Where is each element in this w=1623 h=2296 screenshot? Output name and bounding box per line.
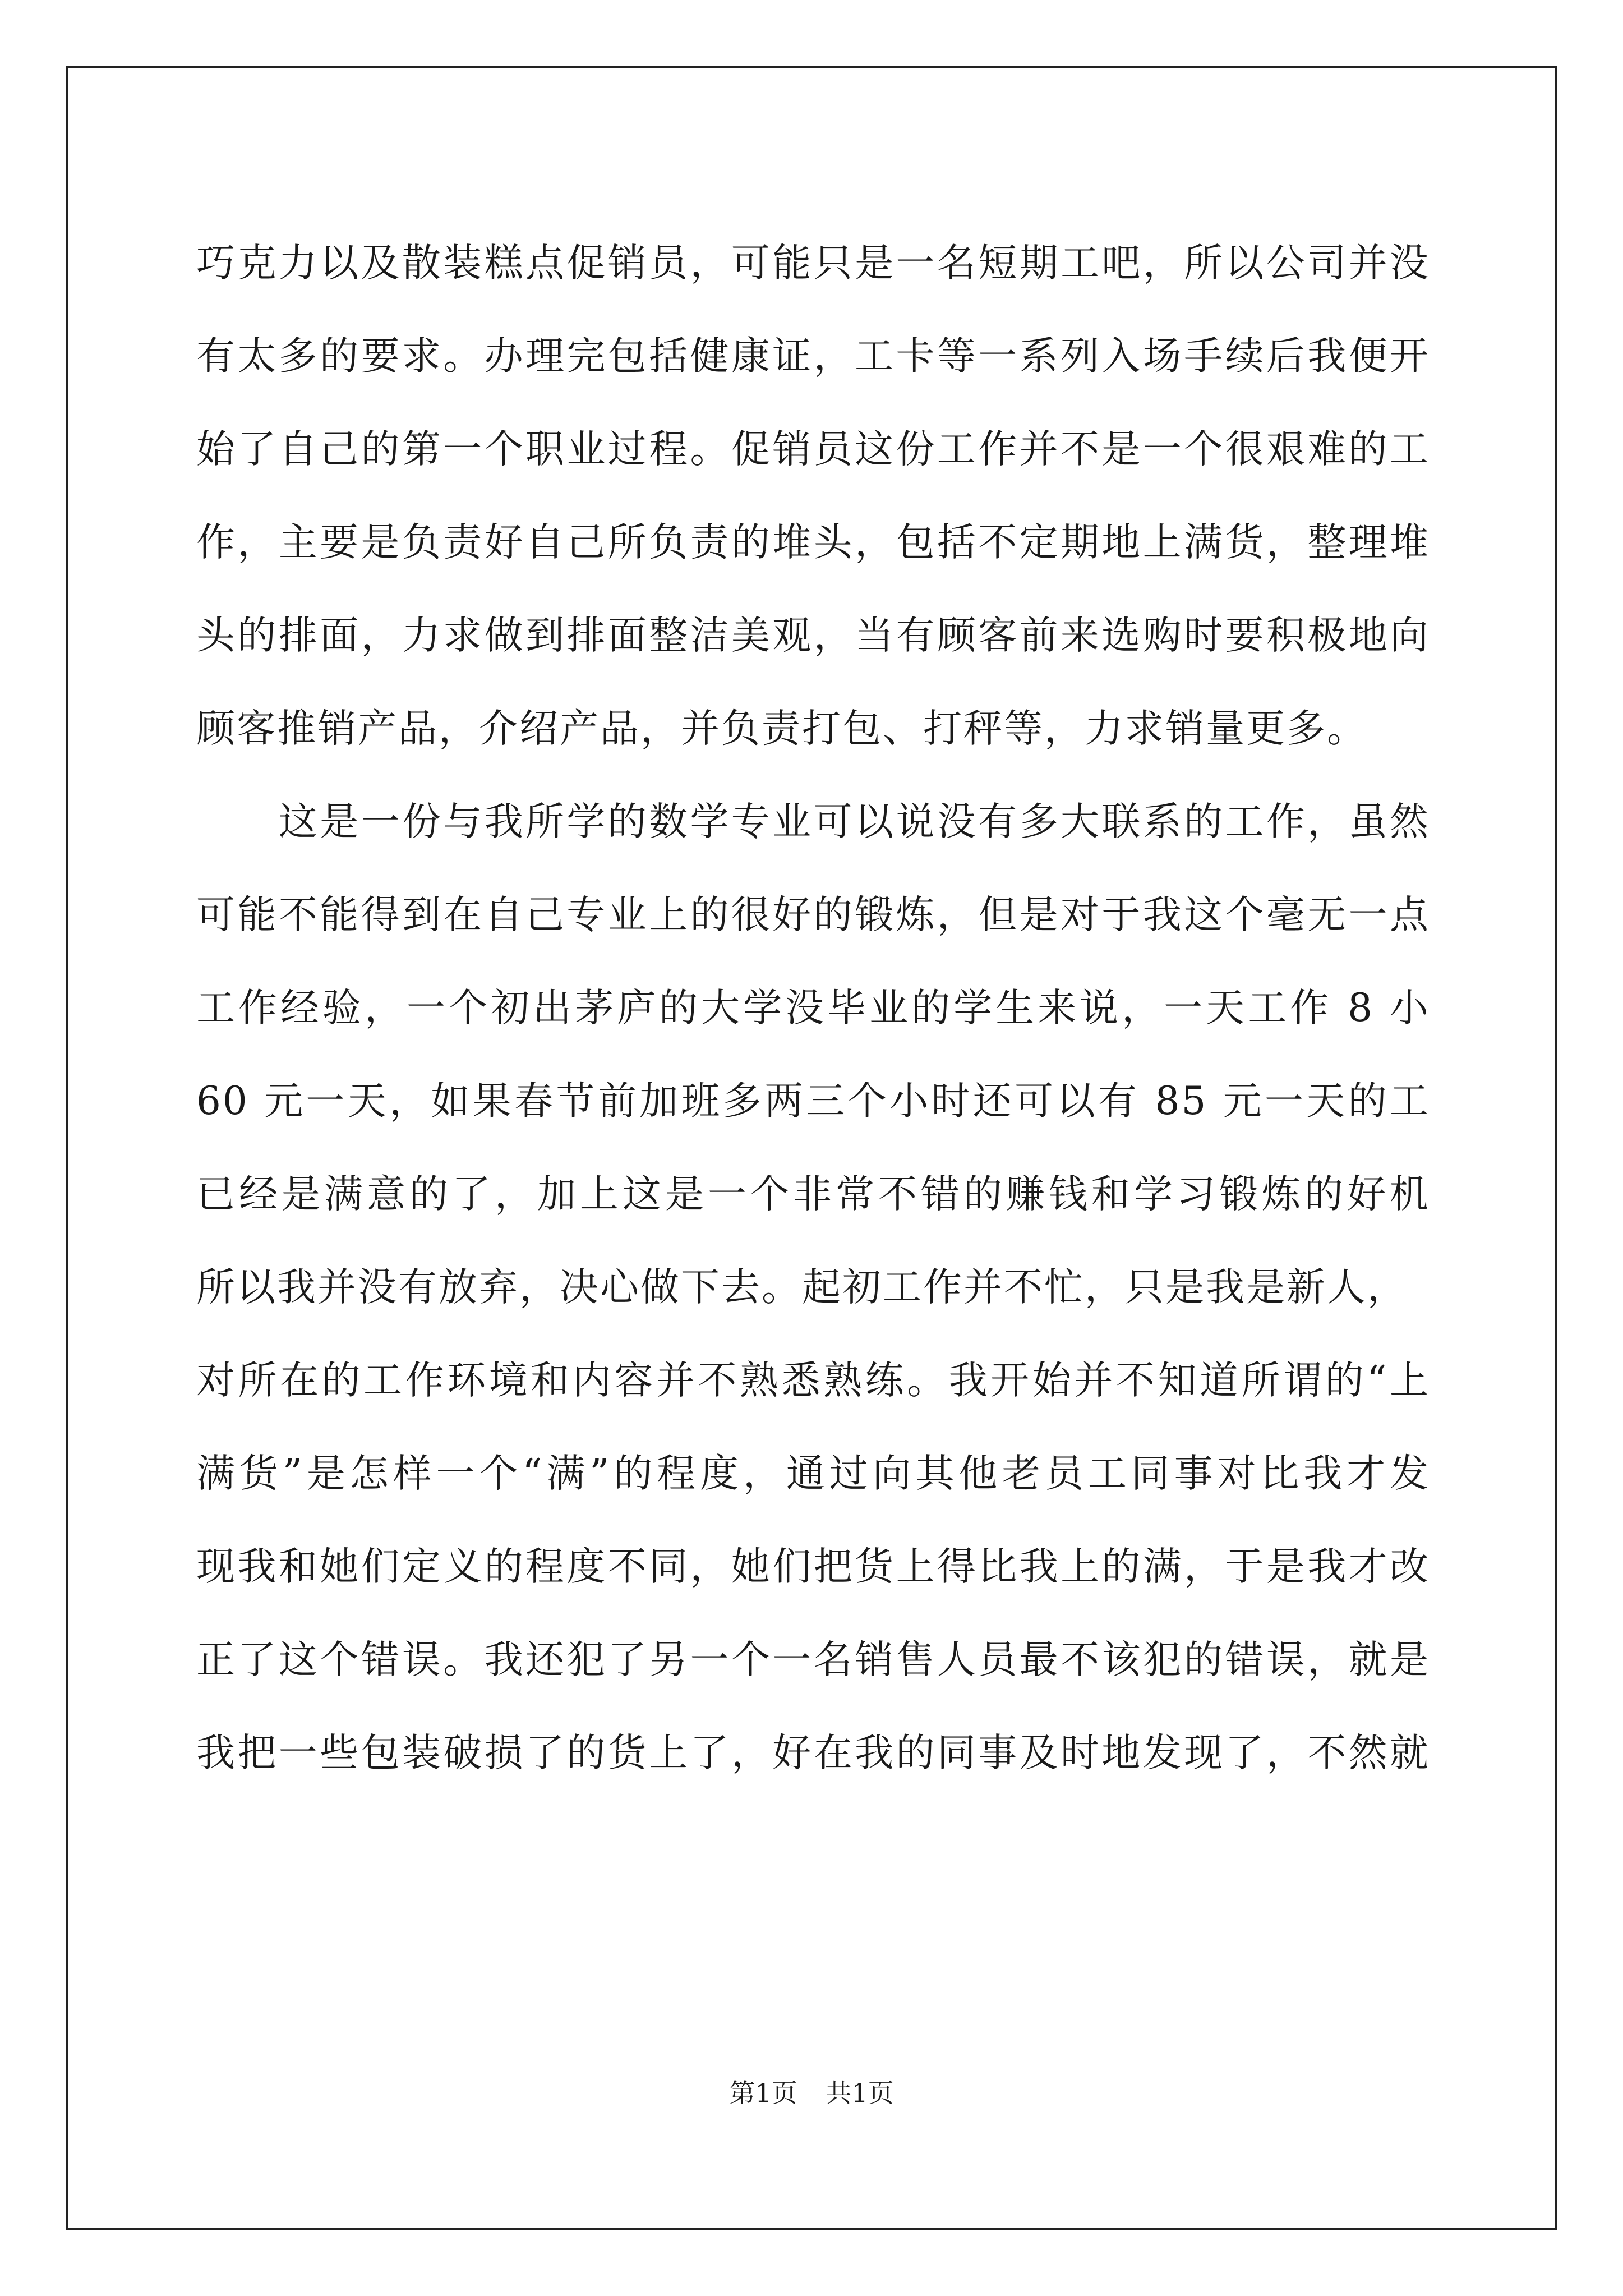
text-line: 顾客推销产品，介绍产品，并负责打包、打秤等，力求销量更多。 — [196, 706, 1367, 751]
text-line: 可能不能得到在自己专业上的很好的锻炼，但是对于我这个毫无一点 — [196, 892, 1430, 937]
text-line: 正了这个错误。我还犯了另一个一名销售人员最不该犯的错误，就是 — [196, 1637, 1430, 1682]
text-line: 始了自己的第一个职业过程。促销员这份工作并不是一个很艰难的工 — [196, 427, 1430, 472]
page-total: 共1页 — [826, 2078, 894, 2108]
text-line: 已经是满意的了，加上这是一个非常不错的赚钱和学习锻炼的好机 — [196, 1172, 1430, 1217]
text-line: 巧克力以及散装糕点促销员，可能只是一名短期工吧，所以公司并没 — [196, 241, 1430, 286]
page-footer — [0, 2073, 1623, 2110]
text-line: 头的排面，力求做到排面整洁美观，当有顾客前来选购时要积极地向 — [196, 613, 1430, 658]
text-line: 有太多的要求。办理完包括健康证，工卡等一系列入场手续后我便开 — [196, 334, 1430, 379]
text-line: 我把一些包装破损了的货上了，好在我的同事及时地发现了，不然就 — [196, 1731, 1430, 1775]
text-line: 所以我并没有放弃，决心做下去。起初工作并不忙，只是我是新人， — [196, 1265, 1408, 1310]
document-body — [196, 217, 1430, 1800]
text-line: 作，主要是负责好自己所负责的堆头，包括不定期地上满货，整理堆 — [196, 520, 1430, 565]
text-line: 工作经验，一个初出茅庐的大学没毕业的学生来说，一天工作 8 小 — [196, 986, 1430, 1030]
text-line: 现我和她们定义的程度不同，她们把货上得比我上的满，于是我才改 — [196, 1544, 1430, 1589]
page-number: 第1页 — [729, 2078, 797, 2108]
text-line: 60 元一天，如果春节前加班多两三个小时还可以有 85 元一天的工 — [196, 1079, 1430, 1124]
text-line: 对所在的工作环境和内容并不熟悉熟练。我开始并不知道所谓的“上 — [196, 1358, 1430, 1403]
text-line: 满货”是怎样一个“满”的程度，通过向其他老员工同事对比我才发 — [196, 1451, 1430, 1496]
text-line: 这是一份与我所学的数学专业可以说没有多大联系的工作，虽然 — [196, 799, 1430, 844]
